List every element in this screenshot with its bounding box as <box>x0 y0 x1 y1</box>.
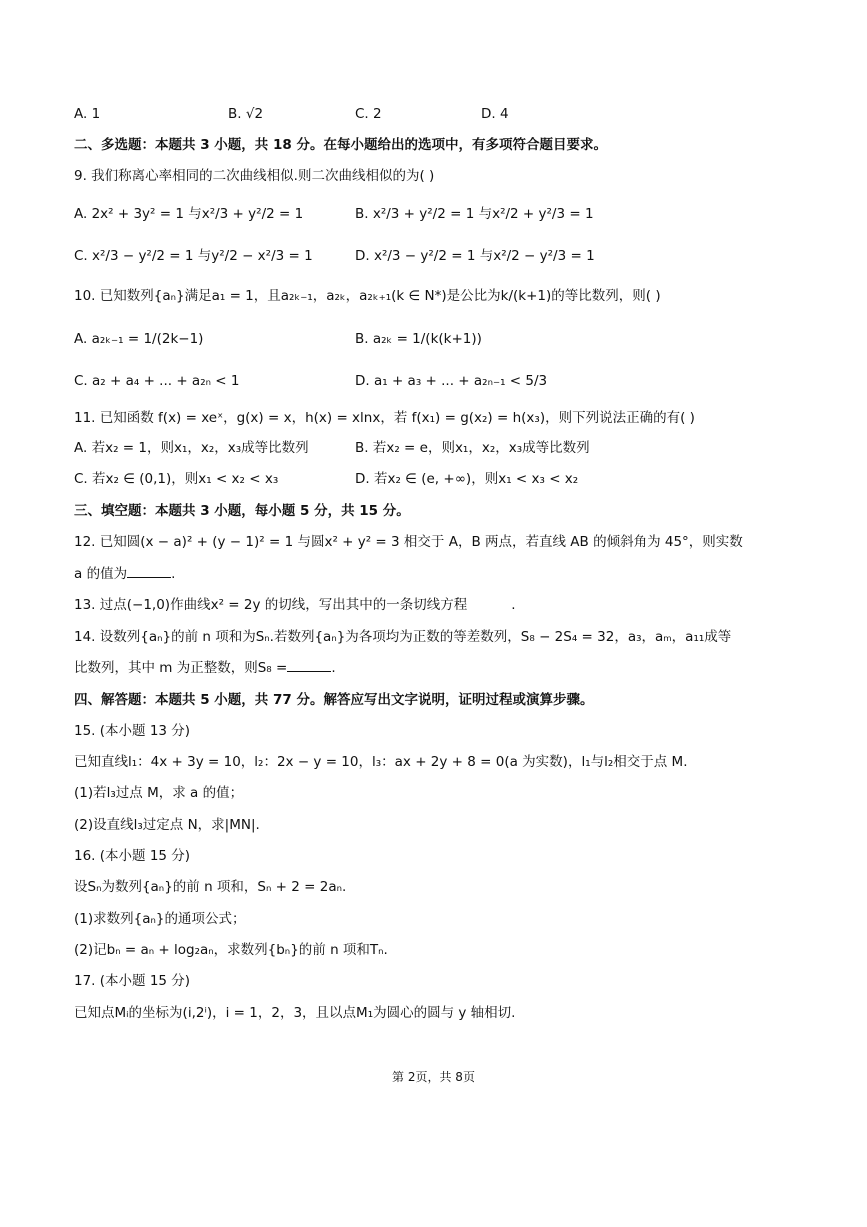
q16-part-1: (1)求数列{aₙ}的通项公式； <box>74 911 246 927</box>
q16-head: 16. (本小题 15 分) <box>74 848 191 864</box>
q10-stem: 10. 已知数列{aₙ}满足a₁ = 1，且a₂ₖ₋₁，a₂ₖ，a₂ₖ₊₁(k ∈ N*)是公比为k/(k+1)的等比数列，则( ) <box>74 288 661 304</box>
q8-option-c: C. 2 <box>355 106 382 122</box>
q9-stem: 9. 我们称离心率相同的二次曲线相似.则二次曲线相似的为( ) <box>74 168 435 184</box>
q15-part-1: (1)若l₃过点 M，求 a 的值； <box>74 785 244 801</box>
q11-option-d: D. 若x₂ ∈ (e, +∞)，则x₁ < x₃ < x₂ <box>355 471 579 487</box>
q10-option-a: A. a₂ₖ₋₁ = 1/(2k−1) <box>74 331 204 347</box>
q12-line-1: 12. 已知圆(x − a)² + (y − 1)² = 1 与圆x² + y² = 3 相交于 A，B 两点，若直线 AB 的倾斜角为 45°，则实数 <box>74 534 743 550</box>
q12-answer-blank <box>127 565 171 578</box>
q8-option-a: A. 1 <box>74 106 101 122</box>
section-2-heading: 二、多选题：本题共 3 小题，共 18 分。在每小题给出的选项中，有多项符合题目要求。 <box>74 137 607 153</box>
q12-text: a 的值为 <box>74 566 128 582</box>
q9-option-a: A. 2x² + 3y² = 1 与x²/3 + y²/2 = 1 <box>74 206 304 222</box>
q8-option-b: B. √2 <box>228 106 264 122</box>
q13-line: 13. 过点(−1,0)作曲线x² = 2y 的切线，写出其中的一条切线方程 . <box>74 597 516 613</box>
q13-text: 13. 过点(−1,0)作曲线x² = 2y 的切线，写出其中的一条切线方程 <box>74 597 468 613</box>
q17-stem: 已知点Mᵢ的坐标为(i,2ⁱ)，i = 1，2，3，且以点M₁为圆心的圆与 y 轴相切. <box>74 1005 516 1021</box>
q10-option-d: D. a₁ + a₃ + ... + a₂ₙ₋₁ < 5/3 <box>355 373 548 389</box>
q11-option-a: A. 若x₂ = 1，则x₁，x₂，x₃成等比数列 <box>74 440 309 456</box>
q9-option-d: D. x²/3 − y²/2 = 1 与x²/2 − y²/3 = 1 <box>355 248 595 264</box>
q17-head: 17. (本小题 15 分) <box>74 973 191 989</box>
q13-answer-blank <box>467 597 511 609</box>
q15-stem: 已知直线l₁：4x + 3y = 10，l₂：2x − y = 10，l₃：ax + 2y + 8 = 0(a 为实数)，l₁与l₂相交于点 M. <box>74 754 688 770</box>
q14-line-2: 比数列，其中 m 为正整数，则S₈ = . <box>74 660 336 676</box>
q15-head: 15. (本小题 13 分) <box>74 723 191 739</box>
section-4-heading: 四、解答题：本题共 5 小题，共 77 分。解答应写出文字说明，证明过程或演算步骤。 <box>74 692 594 708</box>
q16-stem: 设Sₙ为数列{aₙ}的前 n 项和，Sₙ + 2 = 2aₙ. <box>74 879 347 895</box>
q11-option-b: B. 若x₂ = e，则x₁，x₂，x₃成等比数列 <box>355 440 590 456</box>
q9-option-b: B. x²/3 + y²/2 = 1 与x²/2 + y²/3 = 1 <box>355 206 594 222</box>
q10-option-b: B. a₂ₖ = 1/(k(k+1)) <box>355 331 482 347</box>
q9-option-c: C. x²/3 − y²/2 = 1 与y²/2 − x²/3 = 1 <box>74 248 313 264</box>
q12-line-2: a 的值为 . <box>74 566 176 582</box>
q10-option-c: C. a₂ + a₄ + ... + a₂ₙ < 1 <box>74 373 240 389</box>
section-3-heading: 三、填空题：本题共 3 小题，每小题 5 分，共 15 分。 <box>74 503 410 519</box>
q16-part-2: (2)记bₙ = aₙ + log₂aₙ，求数列{bₙ}的前 n 项和Tₙ. <box>74 942 388 958</box>
q11-option-c: C. 若x₂ ∈ (0,1)，则x₁ < x₂ < x₃ <box>74 471 279 487</box>
page-footer: 第 2页，共 8页 <box>392 1070 475 1084</box>
q15-part-2: (2)设直线l₃过定点 N，求|MN|. <box>74 817 260 833</box>
q8-option-d: D. 4 <box>481 106 509 122</box>
q11-stem: 11. 已知函数 f(x) = xeˣ，g(x) = x，h(x) = xlnx，若 f(x₁) = g(x₂) = h(x₃)，则下列说法正确的有( ) <box>74 410 695 426</box>
q14-answer-blank <box>287 659 331 672</box>
q14-text: 比数列，其中 m 为正整数，则S₈ = <box>74 660 288 676</box>
q14-line-1: 14. 设数列{aₙ}的前 n 项和为Sₙ.若数列{aₙ}为各项均为正数的等差数列，S₈ − 2S₄ = 32，a₃，aₘ，a₁₁成等 <box>74 629 732 645</box>
